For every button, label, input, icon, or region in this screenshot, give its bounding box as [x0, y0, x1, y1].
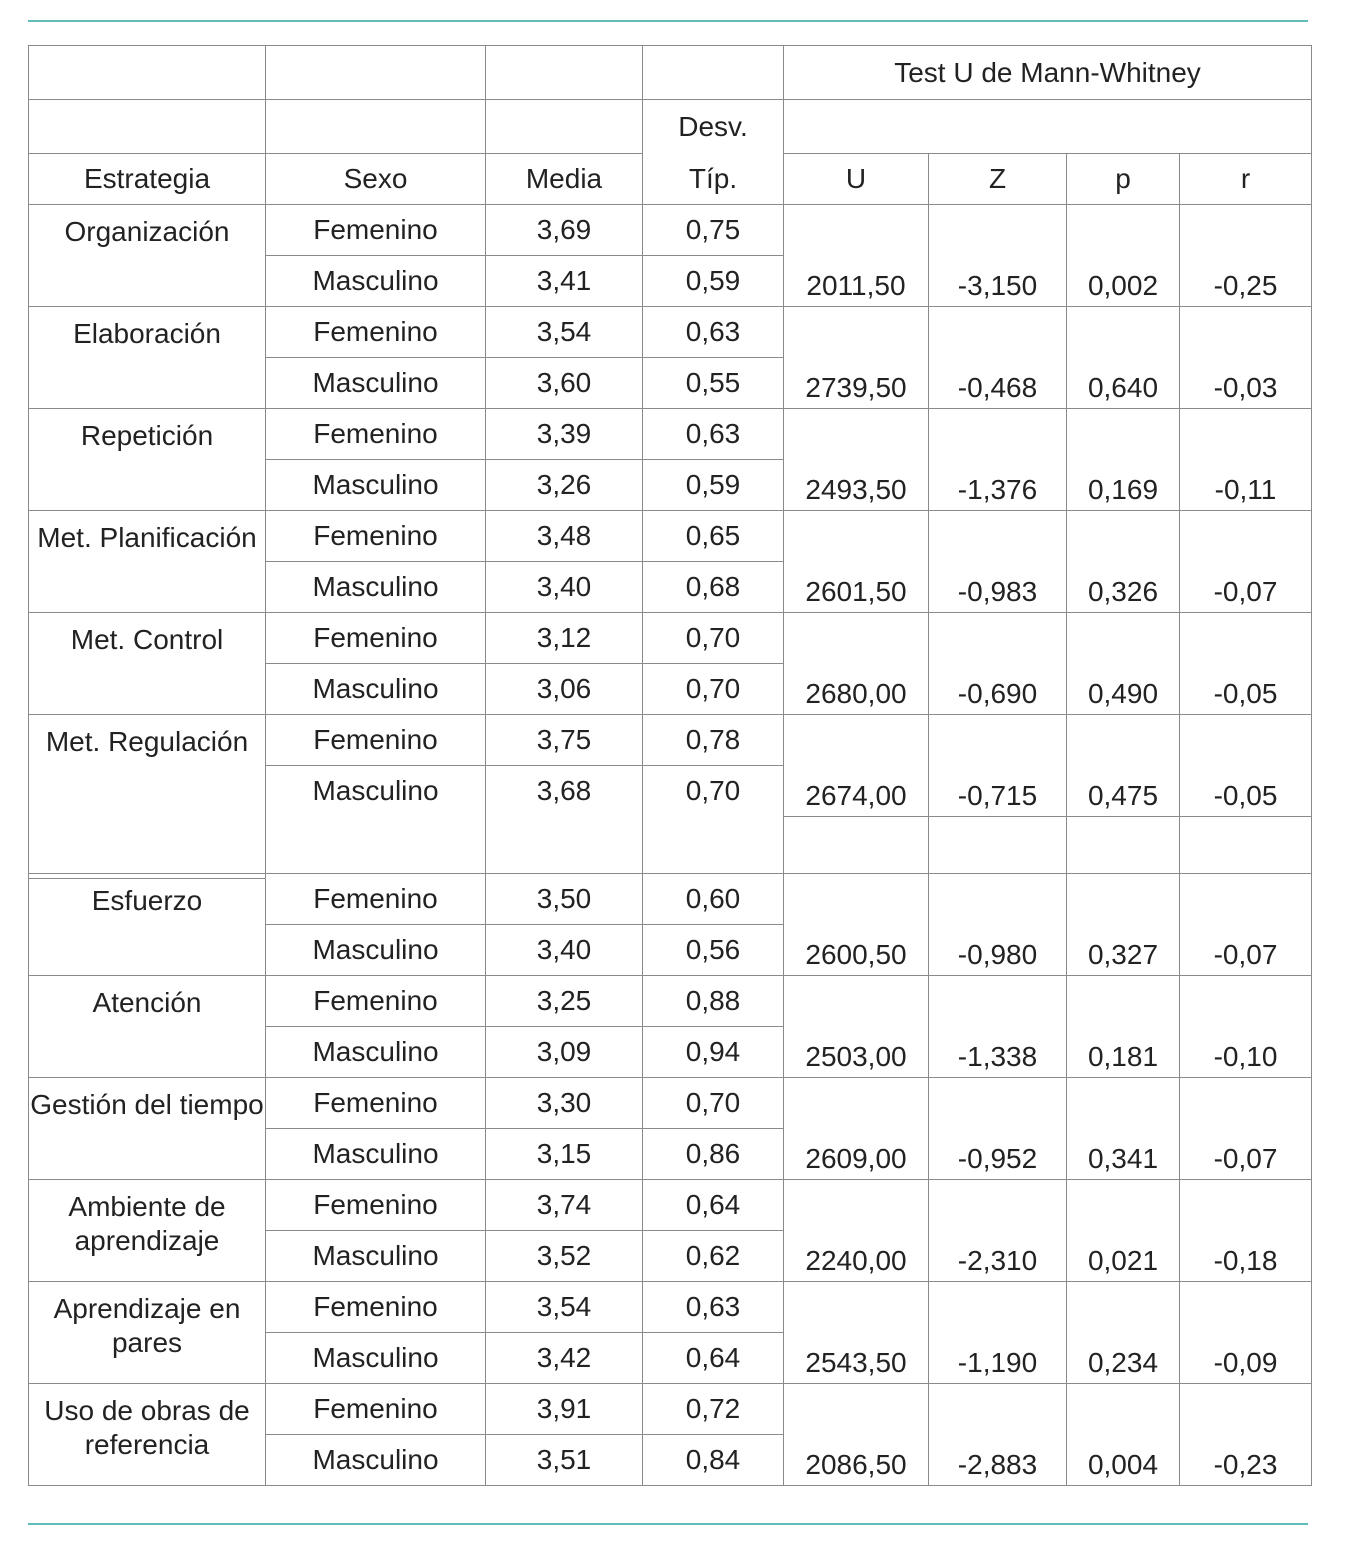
z-cell: -0,983	[929, 511, 1067, 613]
table-row	[29, 976, 1312, 1027]
desv-cell: 0,78	[643, 715, 784, 766]
strategy-cell: Ambiente de aprendizaje	[29, 1180, 266, 1282]
media-cell: 3,54	[486, 1282, 643, 1333]
p-cell: 0,169	[1067, 409, 1180, 511]
u-cell: 2609,00	[784, 1078, 929, 1180]
p-cell: 0,326	[1067, 511, 1180, 613]
u-cell: 2601,50	[784, 511, 929, 613]
desv-cell: 0,63	[643, 1282, 784, 1333]
media-cell: 3,40	[486, 925, 643, 976]
p-cell: 0,234	[1067, 1282, 1180, 1384]
u-cell: 2503,00	[784, 976, 929, 1078]
strategy-cell: Organización	[29, 205, 266, 307]
media-cell: 3,74	[486, 1180, 643, 1231]
media-cell: 3,26	[486, 460, 643, 511]
sex-cell: Femenino	[266, 1282, 486, 1333]
u-cell: 2240,00	[784, 1180, 929, 1282]
desv-cell: 0,62	[643, 1231, 784, 1282]
mann-whitney-table-part2	[28, 873, 1312, 1486]
sex-cell: Masculino	[266, 925, 486, 976]
sex-cell: Masculino	[266, 766, 486, 817]
col-header-z: Z	[929, 154, 1067, 205]
r-cell: -0,11	[1180, 409, 1312, 511]
header-empty-cell	[643, 46, 784, 100]
media-cell: 3,91	[486, 1384, 643, 1435]
table-row	[29, 1384, 1312, 1435]
r-cell: -0,09	[1180, 1282, 1312, 1384]
table-row	[29, 613, 1312, 664]
media-cell: 3,39	[486, 409, 643, 460]
u-cell: 2600,50	[784, 874, 929, 976]
desv-cell: 0,94	[643, 1027, 784, 1078]
media-cell: 3,25	[486, 976, 643, 1027]
z-cell: -1,376	[929, 409, 1067, 511]
desv-cell: 0,65	[643, 511, 784, 562]
strategy-cell: Aprendizaje en pares	[29, 1282, 266, 1384]
u-cell: 2011,50	[784, 205, 929, 307]
strategy-cell: Uso de obras de referencia	[29, 1384, 266, 1486]
r-cell: -0,25	[1180, 205, 1312, 307]
sex-cell: Femenino	[266, 205, 486, 256]
sex-cell: Masculino	[266, 1129, 486, 1180]
media-cell: 3,40	[486, 562, 643, 613]
sex-cell: Masculino	[266, 1333, 486, 1384]
media-cell: 3,54	[486, 307, 643, 358]
z-cell: -0,980	[929, 874, 1067, 976]
desv-header-line2: Típ.	[643, 154, 784, 205]
media-cell: 3,52	[486, 1231, 643, 1282]
header-empty-cell	[266, 46, 486, 100]
table-row	[29, 409, 1312, 460]
desv-cell: 0,60	[643, 874, 784, 925]
media-cell: 3,60	[486, 358, 643, 409]
sex-cell: Masculino	[266, 1231, 486, 1282]
sex-cell: Femenino	[266, 1384, 486, 1435]
sex-cell: Femenino	[266, 715, 486, 766]
media-cell: 3,69	[486, 205, 643, 256]
desv-cell: 0,59	[643, 256, 784, 307]
r-cell: -0,23	[1180, 1384, 1312, 1486]
z-cell: -0,952	[929, 1078, 1067, 1180]
table-row	[29, 1078, 1312, 1129]
header-empty-cell	[29, 46, 266, 100]
p-cell: 0,475	[1067, 715, 1180, 817]
sex-cell: Femenino	[266, 409, 486, 460]
desv-cell: 0,64	[643, 1333, 784, 1384]
media-cell: 3,41	[486, 256, 643, 307]
u-cell: 2086,50	[784, 1384, 929, 1486]
desv-cell: 0,56	[643, 925, 784, 976]
sex-cell: Femenino	[266, 1078, 486, 1129]
sex-cell: Masculino	[266, 1027, 486, 1078]
header-empty-cell	[486, 46, 643, 100]
strategy-cell: Esfuerzo	[29, 874, 266, 976]
header-empty-cell	[486, 100, 643, 154]
r-cell: -0,03	[1180, 307, 1312, 409]
sex-cell: Masculino	[266, 664, 486, 715]
col-header-r: r	[1180, 154, 1312, 205]
desv-cell: 0,63	[643, 307, 784, 358]
z-cell: -1,190	[929, 1282, 1067, 1384]
media-cell: 3,68	[486, 766, 643, 817]
r-cell: -0,18	[1180, 1180, 1312, 1282]
sex-cell: Femenino	[266, 307, 486, 358]
media-cell: 3,30	[486, 1078, 643, 1129]
media-cell: 3,51	[486, 1435, 643, 1486]
table-row	[29, 715, 1312, 766]
sex-cell: Masculino	[266, 562, 486, 613]
strategy-cell: Elaboración	[29, 307, 266, 409]
strategy-cell: Met. Regulación	[29, 715, 266, 879]
spacer-cell	[266, 816, 486, 879]
mann-whitney-table-part1	[28, 45, 1312, 879]
sex-cell: Masculino	[266, 1435, 486, 1486]
desv-cell: 0,70	[643, 1078, 784, 1129]
p-cell: 0,004	[1067, 1384, 1180, 1486]
media-cell: 3,09	[486, 1027, 643, 1078]
media-cell: 3,42	[486, 1333, 643, 1384]
u-cell: 2739,50	[784, 307, 929, 409]
p-cell: 0,021	[1067, 1180, 1180, 1282]
spacer-cell	[1180, 816, 1312, 879]
spacer-cell	[929, 816, 1067, 879]
z-cell: -0,468	[929, 307, 1067, 409]
z-cell: -3,150	[929, 205, 1067, 307]
bottom-divider	[28, 1523, 1308, 1525]
spacer-cell	[643, 816, 784, 879]
r-cell: -0,10	[1180, 976, 1312, 1078]
desv-cell: 0,70	[643, 664, 784, 715]
col-header-p: p	[1067, 154, 1180, 205]
p-cell: 0,181	[1067, 976, 1180, 1078]
strategy-cell: Met. Planificación	[29, 511, 266, 613]
table-row	[29, 1180, 1312, 1231]
table-row	[29, 874, 1312, 925]
col-header-u: U	[784, 154, 929, 205]
z-cell: -0,690	[929, 613, 1067, 715]
desv-cell: 0,88	[643, 976, 784, 1027]
desv-header-line1: Desv.	[643, 100, 784, 154]
spacer-cell	[1067, 816, 1180, 879]
u-cell: 2674,00	[784, 715, 929, 817]
header-empty-cell	[266, 100, 486, 154]
media-cell: 3,15	[486, 1129, 643, 1180]
u-cell: 2680,00	[784, 613, 929, 715]
desv-cell: 0,55	[643, 358, 784, 409]
desv-cell: 0,64	[643, 1180, 784, 1231]
header-empty-cell	[784, 100, 1312, 154]
spacer-cell	[784, 816, 929, 879]
sex-cell: Masculino	[266, 256, 486, 307]
sex-cell: Femenino	[266, 613, 486, 664]
sex-cell: Femenino	[266, 874, 486, 925]
header-empty-cell	[29, 100, 266, 154]
strategy-cell: Met. Control	[29, 613, 266, 715]
desv-cell: 0,75	[643, 205, 784, 256]
sex-cell: Femenino	[266, 976, 486, 1027]
desv-cell: 0,63	[643, 409, 784, 460]
r-cell: -0,07	[1180, 511, 1312, 613]
r-cell: -0,05	[1180, 715, 1312, 817]
sex-cell: Masculino	[266, 358, 486, 409]
r-cell: -0,07	[1180, 1078, 1312, 1180]
media-cell: 3,50	[486, 874, 643, 925]
table-row	[29, 307, 1312, 358]
desv-cell: 0,68	[643, 562, 784, 613]
desv-cell: 0,72	[643, 1384, 784, 1435]
table-row	[29, 205, 1312, 256]
table-row	[29, 511, 1312, 562]
col-header-sexo: Sexo	[266, 154, 486, 205]
col-header-estrategia: Estrategia	[29, 154, 266, 205]
sex-cell: Femenino	[266, 1180, 486, 1231]
media-cell: 3,06	[486, 664, 643, 715]
col-header-media: Media	[486, 154, 643, 205]
z-cell: -2,883	[929, 1384, 1067, 1486]
desv-cell: 0,59	[643, 460, 784, 511]
p-cell: 0,640	[1067, 307, 1180, 409]
p-cell: 0,490	[1067, 613, 1180, 715]
table-row	[29, 1282, 1312, 1333]
sex-cell: Femenino	[266, 511, 486, 562]
top-divider	[28, 20, 1308, 22]
r-cell: -0,07	[1180, 874, 1312, 976]
z-cell: -2,310	[929, 1180, 1067, 1282]
r-cell: -0,05	[1180, 613, 1312, 715]
strategy-cell: Gestión del tiempo	[29, 1078, 266, 1180]
strategy-cell: Repetición	[29, 409, 266, 511]
strategy-cell: Atención	[29, 976, 266, 1078]
desv-cell: 0,70	[643, 766, 784, 817]
desv-cell: 0,70	[643, 613, 784, 664]
p-cell: 0,002	[1067, 205, 1180, 307]
u-cell: 2543,50	[784, 1282, 929, 1384]
desv-cell: 0,84	[643, 1435, 784, 1486]
u-cell: 2493,50	[784, 409, 929, 511]
media-cell: 3,12	[486, 613, 643, 664]
test-title: Test U de Mann-Whitney	[784, 46, 1312, 100]
sex-cell: Masculino	[266, 460, 486, 511]
media-cell: 3,75	[486, 715, 643, 766]
p-cell: 0,341	[1067, 1078, 1180, 1180]
z-cell: -1,338	[929, 976, 1067, 1078]
z-cell: -0,715	[929, 715, 1067, 817]
media-cell: 3,48	[486, 511, 643, 562]
desv-cell: 0,86	[643, 1129, 784, 1180]
spacer-cell	[486, 816, 643, 879]
p-cell: 0,327	[1067, 874, 1180, 976]
